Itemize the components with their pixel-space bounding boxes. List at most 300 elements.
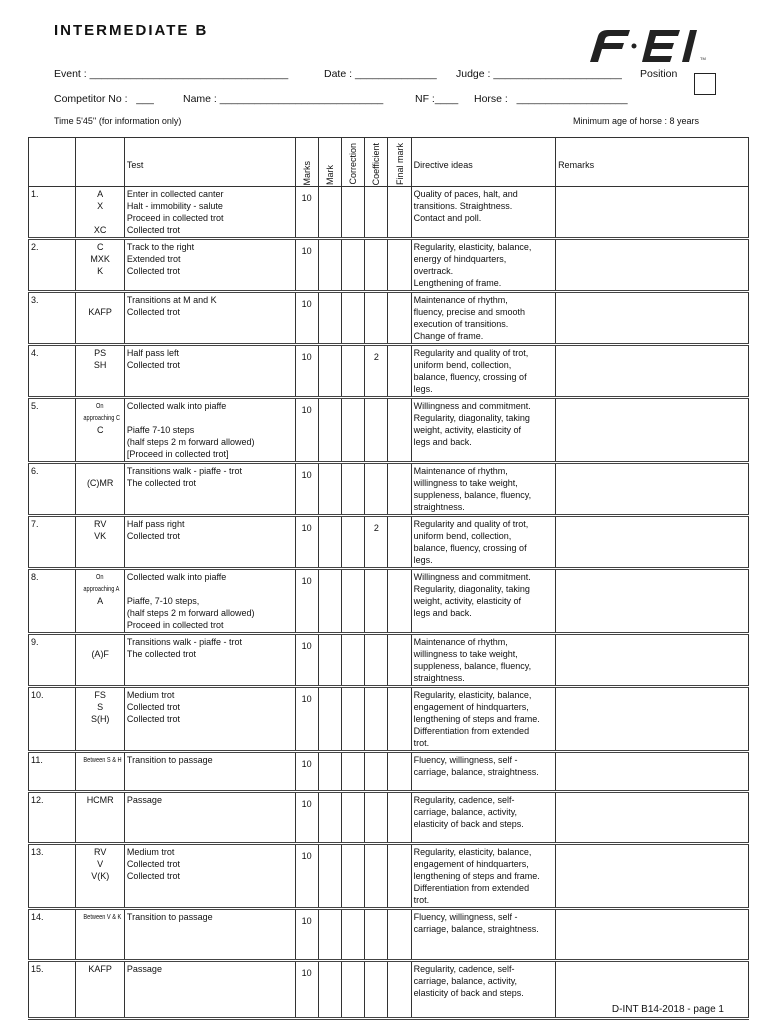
test-line: Half pass right — [126, 519, 185, 529]
directive-line: Maintenance of rhythm, — [413, 466, 508, 476]
min-age-note: Minimum age of horse : 8 years — [573, 116, 700, 126]
test-line: Passage — [126, 795, 162, 805]
correction-input-cell[interactable] — [342, 187, 365, 239]
table-row — [29, 463, 749, 516]
header-movement-cell — [76, 138, 124, 187]
table-header-row — [29, 138, 749, 187]
test-description — [124, 752, 295, 792]
marks-value: 10 — [295, 909, 318, 961]
marks-value: 10 — [295, 752, 318, 792]
test-description — [124, 516, 295, 569]
remarks-input-cell[interactable] — [556, 634, 749, 687]
movement-letter: On — [96, 401, 104, 410]
test-description — [124, 292, 295, 345]
mark-input-cell[interactable] — [318, 752, 341, 792]
correction-input-cell[interactable] — [342, 687, 365, 752]
directive-line: straightness. — [413, 502, 465, 512]
final-mark-input-cell[interactable] — [388, 398, 411, 463]
marks-value: 10 — [295, 516, 318, 569]
test-description — [124, 398, 295, 463]
mark-input-cell[interactable] — [318, 634, 341, 687]
final-mark-input-cell[interactable] — [388, 752, 411, 792]
movement-letters — [76, 961, 124, 1019]
test-line: The collected trot — [126, 649, 196, 659]
marks-value: 10 — [295, 687, 318, 752]
correction-input-cell[interactable] — [342, 844, 365, 909]
test-sheet-table — [28, 137, 749, 1020]
fei-logo — [584, 26, 714, 66]
movement-letter: approaching A — [83, 584, 120, 593]
marks-value: 10 — [295, 398, 318, 463]
directive-ideas — [411, 345, 555, 398]
movement-letter: RV — [94, 519, 107, 529]
test-line: Transition to passage — [126, 912, 213, 922]
final-mark-input-cell[interactable] — [388, 634, 411, 687]
movement-letter: FS — [94, 690, 106, 700]
movement-number: 15. — [29, 961, 76, 1019]
directive-line: Regularity and quality of trot, — [413, 348, 529, 358]
table-row — [29, 792, 749, 844]
final-mark-input-cell[interactable] — [388, 792, 411, 844]
marks-value: 10 — [295, 345, 318, 398]
movement-letters — [76, 687, 124, 752]
header-num-cell — [29, 138, 76, 187]
mark-input-cell[interactable] — [318, 687, 341, 752]
header-marks: Marks — [295, 138, 318, 187]
directive-ideas — [411, 752, 555, 792]
movement-number: 4. — [29, 345, 76, 398]
movement-number: 1. — [29, 187, 76, 239]
test-description — [124, 569, 295, 634]
test-line: Collected trot — [126, 360, 180, 370]
page-footer: D-INT B14-2018 - page 1 — [611, 1004, 724, 1015]
marks-value: 10 — [295, 844, 318, 909]
test-description — [124, 687, 295, 752]
mark-input-cell[interactable] — [318, 569, 341, 634]
movement-letters — [76, 909, 124, 961]
directive-line: transitions. Straightness. — [413, 201, 513, 211]
test-line: Transition to passage — [126, 755, 213, 765]
test-description — [124, 844, 295, 909]
directive-line: Differentiation from extended — [413, 726, 530, 736]
movement-letter: approaching C — [83, 413, 121, 422]
directive-line: elasticity of back and steps. — [413, 988, 524, 998]
directive-line: Change of frame. — [413, 331, 484, 341]
test-line: Passage — [126, 964, 162, 974]
directive-line: Regularity, elasticity, balance, — [413, 242, 532, 252]
remarks-input-cell[interactable] — [556, 752, 749, 792]
movement-number: 13. — [29, 844, 76, 909]
directive-line: legs. — [413, 384, 433, 394]
test-line: Piaffe 7-10 steps — [126, 425, 195, 435]
remarks-input-cell[interactable] — [556, 516, 749, 569]
test-line: Collected trot — [126, 531, 180, 541]
movement-letter: V(K) — [91, 871, 110, 881]
final-mark-input-cell[interactable] — [388, 463, 411, 516]
table-row — [29, 752, 749, 792]
coefficient-value — [365, 961, 388, 1019]
test-line: Piaffe, 7-10 steps, — [126, 596, 200, 606]
movement-letter: (A)F — [91, 649, 109, 659]
movement-letter — [78, 212, 121, 224]
header-mark: Mark — [318, 138, 341, 187]
movement-letters — [76, 634, 124, 687]
correction-input-cell[interactable] — [342, 752, 365, 792]
test-line: Track to the right — [126, 242, 195, 252]
table-row — [29, 398, 749, 463]
movement-number: 2. — [29, 239, 76, 292]
final-mark-input-cell[interactable] — [388, 187, 411, 239]
directive-line: uniform bend, collection, — [413, 531, 512, 541]
movement-letter: PS — [94, 348, 107, 358]
directive-line: Contact and poll. — [413, 213, 482, 223]
movement-number: 7. — [29, 516, 76, 569]
mark-input-cell[interactable] — [318, 292, 341, 345]
directive-line: Differentiation from extended — [413, 883, 530, 893]
directive-ideas — [411, 687, 555, 752]
remarks-input-cell[interactable] — [556, 398, 749, 463]
movement-number: 5. — [29, 398, 76, 463]
final-mark-input-cell[interactable] — [388, 516, 411, 569]
directive-ideas — [411, 909, 555, 961]
test-line: Enter in collected canter — [126, 189, 224, 199]
movement-number: 12. — [29, 792, 76, 844]
directive-line: Fluency, willingness, self - — [413, 755, 518, 765]
movement-letter: On — [96, 572, 104, 581]
directive-line: Maintenance of rhythm, — [413, 295, 508, 305]
coefficient-value — [365, 569, 388, 634]
correction-input-cell[interactable] — [342, 463, 365, 516]
test-description — [124, 792, 295, 844]
test-line: Collected trot — [126, 871, 180, 881]
table-row — [29, 634, 749, 687]
table-row — [29, 569, 749, 634]
directive-ideas — [411, 961, 555, 1019]
movement-letter: HCMR — [86, 795, 114, 805]
test-line: Transitions at M and K — [126, 295, 217, 305]
directive-ideas — [411, 292, 555, 345]
table-row — [29, 844, 749, 909]
test-line: Transitions walk - piaffe - trot — [126, 637, 242, 647]
directive-line: willingness to take weight, — [413, 649, 518, 659]
mark-input-cell[interactable] — [318, 345, 341, 398]
movement-letter: VK — [94, 531, 107, 541]
directive-line: Regularity, cadence, self- — [413, 964, 515, 974]
marks-value: 10 — [295, 187, 318, 239]
movement-letters — [76, 516, 124, 569]
directive-ideas — [411, 569, 555, 634]
test-description — [124, 961, 295, 1019]
test-line: Collected trot — [126, 225, 180, 235]
correction-input-cell[interactable] — [342, 292, 365, 345]
directive-ideas — [411, 398, 555, 463]
marks-value: 10 — [295, 569, 318, 634]
movement-letter: MXK — [90, 254, 110, 264]
position-box[interactable] — [694, 73, 716, 95]
competitor-field[interactable]: Competitor No : ___ — [54, 93, 154, 105]
directive-line: balance, fluency, crossing of — [413, 543, 527, 553]
movement-letter: XC — [93, 225, 107, 235]
directive-ideas — [411, 239, 555, 292]
coefficient-value — [365, 463, 388, 516]
judge-field[interactable]: Judge : ______________________ — [456, 68, 622, 80]
directive-line: Willingness and commitment. — [413, 401, 531, 411]
horse-field[interactable]: Horse : ___________________ — [474, 93, 628, 105]
mark-input-cell[interactable] — [318, 463, 341, 516]
remarks-input-cell[interactable] — [556, 187, 749, 239]
directive-ideas — [411, 844, 555, 909]
test-description — [124, 345, 295, 398]
movement-letter: C — [96, 425, 104, 435]
coefficient-value — [365, 844, 388, 909]
movement-letter: A — [97, 596, 104, 606]
movement-letters — [76, 844, 124, 909]
remarks-input-cell[interactable] — [556, 292, 749, 345]
remarks-input-cell[interactable] — [556, 463, 749, 516]
coefficient-value: 2 — [365, 516, 388, 569]
directive-ideas — [411, 463, 555, 516]
movement-letters — [76, 187, 124, 239]
movement-letter: SH — [93, 360, 107, 370]
mark-input-cell[interactable] — [318, 961, 341, 1019]
test-line: Extended trot — [126, 254, 181, 264]
date-field[interactable]: Date : ______________ — [324, 68, 437, 80]
movement-letters — [76, 345, 124, 398]
movement-number: 6. — [29, 463, 76, 516]
test-line: Collected trot — [126, 714, 180, 724]
directive-line: Regularity, cadence, self- — [413, 795, 515, 805]
directive-line: Fluency, willingness, self - — [413, 912, 518, 922]
header-test: Test — [124, 138, 295, 187]
header-remarks: Remarks — [556, 138, 749, 187]
test-line: [Proceed in collected trot] — [126, 449, 229, 459]
test-line: Proceed in collected trot — [126, 213, 224, 223]
directive-line: carriage, balance, activity, — [413, 807, 518, 817]
test-line: Collected trot — [126, 702, 180, 712]
movement-letter: A — [97, 189, 104, 199]
test-description — [124, 634, 295, 687]
position-label: Position — [640, 68, 678, 80]
table-row — [29, 345, 749, 398]
movement-letter: S — [97, 702, 104, 712]
directive-line: Regularity and quality of trot, — [413, 519, 529, 529]
final-mark-input-cell[interactable] — [388, 292, 411, 345]
directive-line: elasticity of back and steps. — [413, 819, 524, 829]
mark-input-cell[interactable] — [318, 792, 341, 844]
directive-line: lengthening of steps and frame. — [413, 714, 540, 724]
marks-value: 10 — [295, 961, 318, 1019]
final-mark-input-cell[interactable] — [388, 844, 411, 909]
remarks-input-cell[interactable] — [556, 239, 749, 292]
directive-line: Regularity, diagonality, taking — [413, 413, 530, 423]
directive-line: engagement of hindquarters, — [413, 859, 529, 869]
test-description — [124, 187, 295, 239]
mark-input-cell[interactable] — [318, 239, 341, 292]
directive-ideas — [411, 792, 555, 844]
final-mark-input-cell[interactable] — [388, 687, 411, 752]
test-line — [127, 583, 293, 595]
directive-line: suppleness, balance, fluency, — [413, 490, 532, 500]
test-line: Collected trot — [126, 859, 180, 869]
directive-line: uniform bend, collection, — [413, 360, 512, 370]
movement-letters — [76, 463, 124, 516]
movement-letter: S(H) — [90, 714, 110, 724]
movement-number: 11. — [29, 752, 76, 792]
directive-ideas — [411, 516, 555, 569]
table-row — [29, 909, 749, 961]
directive-line: weight, activity, elasticity of — [413, 425, 522, 435]
directive-line: Regularity, diagonality, taking — [413, 584, 530, 594]
table-row — [29, 239, 749, 292]
movement-number: 3. — [29, 292, 76, 345]
test-line — [127, 412, 293, 424]
remarks-input-cell[interactable] — [556, 345, 749, 398]
remarks-input-cell[interactable] — [556, 909, 749, 961]
correction-input-cell[interactable] — [342, 398, 365, 463]
mark-input-cell[interactable] — [318, 516, 341, 569]
directive-line: Quality of paces, halt, and — [413, 189, 518, 199]
movement-letter: Between S & H — [83, 755, 123, 764]
directive-line: suppleness, balance, fluency, — [413, 661, 532, 671]
time-note: Time 5'45'' (for information only) — [54, 116, 182, 126]
correction-input-cell[interactable] — [342, 634, 365, 687]
movement-letter: KAFP — [88, 964, 112, 974]
movement-letter — [78, 465, 121, 477]
marks-value: 10 — [295, 463, 318, 516]
movement-letter: K — [97, 266, 104, 276]
movement-letters — [76, 292, 124, 345]
final-mark-input-cell[interactable] — [388, 345, 411, 398]
directive-line: Regularity, elasticity, balance, — [413, 847, 532, 857]
directive-line: carriage, balance, straightness. — [413, 767, 539, 777]
test-line: Collected walk into piaffe — [126, 401, 227, 411]
movement-number: 9. — [29, 634, 76, 687]
test-line: Transitions walk - piaffe - trot — [126, 466, 242, 476]
directive-line: legs and back. — [413, 608, 472, 618]
coefficient-value — [365, 398, 388, 463]
test-description — [124, 239, 295, 292]
movement-letter: RV — [94, 847, 107, 857]
test-line: (half steps 2 m forward allowed) — [126, 437, 255, 447]
correction-input-cell[interactable] — [342, 909, 365, 961]
movement-letter: Between V & K — [83, 912, 122, 921]
directive-line: energy of hindquarters, — [413, 254, 507, 264]
test-line: Collected trot — [126, 307, 180, 317]
remarks-input-cell[interactable] — [556, 687, 749, 752]
mark-input-cell[interactable] — [318, 844, 341, 909]
correction-input-cell[interactable] — [342, 516, 365, 569]
table-row — [29, 292, 749, 345]
directive-line: execution of transitions. — [413, 319, 509, 329]
directive-line: overtrack. — [413, 266, 454, 276]
final-mark-input-cell[interactable] — [388, 569, 411, 634]
header-correction: Correction — [342, 138, 365, 187]
test-line: Medium trot — [126, 690, 175, 700]
movement-letter: KAFP — [88, 307, 112, 317]
directive-line: Regularity, elasticity, balance, — [413, 690, 532, 700]
movement-letter — [78, 294, 121, 306]
directive-ideas — [411, 634, 555, 687]
directive-ideas — [411, 187, 555, 239]
mark-input-cell[interactable] — [318, 187, 341, 239]
movement-letters — [76, 398, 124, 463]
header-directive: Directive ideas — [411, 138, 555, 187]
movement-letters — [76, 752, 124, 792]
coefficient-value — [365, 292, 388, 345]
movement-number: 10. — [29, 687, 76, 752]
name-field[interactable]: Name : ____________________________ — [183, 93, 384, 105]
directive-line: carriage, balance, activity, — [413, 976, 518, 986]
test-description — [124, 909, 295, 961]
directive-line: trot. — [413, 738, 430, 748]
directive-line: engagement of hindquarters, — [413, 702, 529, 712]
movement-letter: (C)MR — [86, 478, 114, 488]
mark-input-cell[interactable] — [318, 398, 341, 463]
coefficient-value — [365, 792, 388, 844]
directive-line: Willingness and commitment. — [413, 572, 531, 582]
remarks-input-cell[interactable] — [556, 844, 749, 909]
movement-letters — [76, 792, 124, 844]
correction-input-cell[interactable] — [342, 239, 365, 292]
final-mark-input-cell[interactable] — [388, 909, 411, 961]
marks-value: 10 — [295, 292, 318, 345]
movement-letters — [76, 569, 124, 634]
directive-line: trot. — [413, 895, 430, 905]
remarks-input-cell[interactable] — [556, 792, 749, 844]
directive-line: lengthening of steps and frame. — [413, 871, 540, 881]
test-line: Half pass left — [126, 348, 179, 358]
directive-line: legs and back. — [413, 437, 472, 447]
final-mark-input-cell[interactable] — [388, 961, 411, 1019]
correction-input-cell[interactable] — [342, 792, 365, 844]
movement-letter: V — [97, 859, 104, 869]
header-coefficient: Coefficient — [365, 138, 388, 187]
movement-number: 8. — [29, 569, 76, 634]
test-line: The collected trot — [126, 478, 196, 488]
directive-line: fluency, precise and smooth — [413, 307, 526, 317]
table-row — [29, 687, 749, 752]
directive-line: Lengthening of frame. — [413, 278, 502, 288]
movement-letter — [78, 636, 121, 648]
directive-line: carriage, balance, straightness. — [413, 924, 539, 934]
event-field[interactable]: Event : __________________________________ — [54, 68, 289, 80]
final-mark-input-cell[interactable] — [388, 239, 411, 292]
test-description — [124, 463, 295, 516]
marks-value: 10 — [295, 634, 318, 687]
correction-input-cell[interactable] — [342, 569, 365, 634]
nf-field[interactable]: NF :____ — [415, 93, 459, 105]
test-line: Collected walk into piaffe — [126, 572, 227, 582]
movement-number: 14. — [29, 909, 76, 961]
coefficient-value — [365, 687, 388, 752]
directive-line: legs. — [413, 555, 433, 565]
coefficient-value — [365, 239, 388, 292]
marks-value: 10 — [295, 792, 318, 844]
movement-letter: C — [96, 242, 104, 252]
mark-input-cell[interactable] — [318, 909, 341, 961]
test-line: Collected trot — [126, 266, 180, 276]
movement-letter: X — [97, 201, 104, 211]
test-line: Medium trot — [126, 847, 175, 857]
correction-input-cell[interactable] — [342, 345, 365, 398]
marks-value: 10 — [295, 239, 318, 292]
correction-input-cell[interactable] — [342, 961, 365, 1019]
remarks-input-cell[interactable] — [556, 569, 749, 634]
coefficient-value — [365, 187, 388, 239]
directive-line: Maintenance of rhythm, — [413, 637, 508, 647]
svg-text:TM: TM — [700, 56, 706, 61]
coefficient-value — [365, 634, 388, 687]
